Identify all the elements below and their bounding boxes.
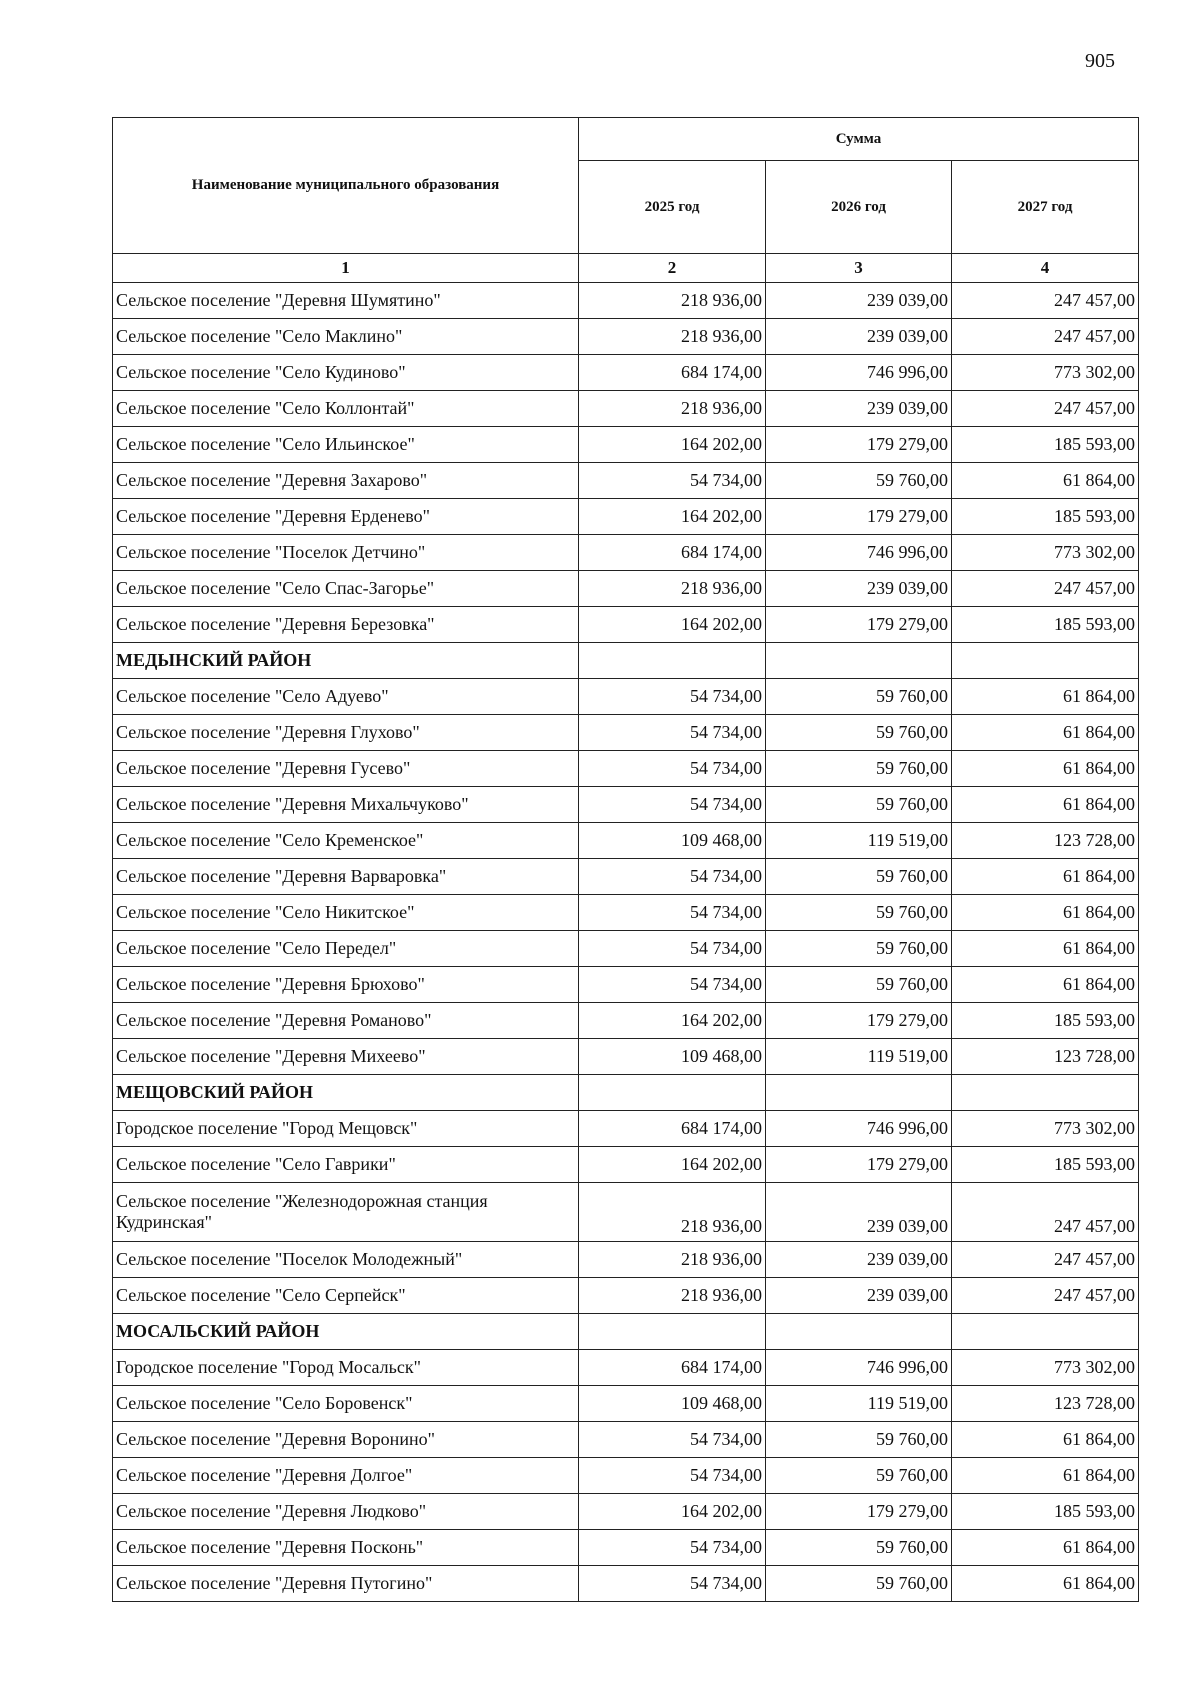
amount-2026: 119 519,00	[766, 1386, 952, 1422]
amount-2027: 773 302,00	[952, 1350, 1139, 1386]
amount-2025: 218 936,00	[579, 571, 766, 607]
amount-2027: 61 864,00	[952, 679, 1139, 715]
amount-2027: 185 593,00	[952, 427, 1139, 463]
amount-2025: 218 936,00	[579, 1242, 766, 1278]
amount-2026	[766, 1314, 952, 1350]
amount-2027: 61 864,00	[952, 1566, 1139, 1602]
amount-2027: 185 593,00	[952, 607, 1139, 643]
amount-2025: 54 734,00	[579, 1566, 766, 1602]
header-sum: Сумма	[579, 118, 1139, 161]
amount-2026: 746 996,00	[766, 1350, 952, 1386]
table-row	[113, 1530, 1139, 1566]
municipality-name: Сельское поселение "Село Передел"	[113, 931, 579, 967]
amount-2026: 239 039,00	[766, 1278, 952, 1314]
amount-2025: 54 734,00	[579, 679, 766, 715]
amount-2025: 54 734,00	[579, 787, 766, 823]
amount-2027: 185 593,00	[952, 1003, 1139, 1039]
amount-2026: 179 279,00	[766, 1147, 952, 1183]
amount-2025: 54 734,00	[579, 859, 766, 895]
district-name: МОСАЛЬСКИЙ РАЙОН	[113, 1314, 579, 1350]
amount-2026: 59 760,00	[766, 1530, 952, 1566]
amount-2025: 54 734,00	[579, 931, 766, 967]
amount-2026: 59 760,00	[766, 931, 952, 967]
amount-2026: 59 760,00	[766, 787, 952, 823]
municipality-name: Сельское поселение "Село Маклино"	[113, 319, 579, 355]
amount-2025: 164 202,00	[579, 1147, 766, 1183]
amount-2027: 61 864,00	[952, 787, 1139, 823]
district-name: МЕЩОВСКИЙ РАЙОН	[113, 1075, 579, 1111]
table-row	[113, 679, 1139, 715]
amount-2025	[579, 1075, 766, 1111]
table-row	[113, 1458, 1139, 1494]
amount-2026: 239 039,00	[766, 571, 952, 607]
municipality-name: Сельское поселение "Село Кудиново"	[113, 355, 579, 391]
amount-2025: 54 734,00	[579, 1458, 766, 1494]
table-row	[113, 823, 1139, 859]
amount-2027	[952, 1075, 1139, 1111]
amount-2027: 123 728,00	[952, 1386, 1139, 1422]
table-row	[113, 715, 1139, 751]
amount-2025: 54 734,00	[579, 751, 766, 787]
column-number-2: 2	[579, 254, 766, 283]
table-row	[113, 1278, 1139, 1314]
amount-2027: 61 864,00	[952, 859, 1139, 895]
amount-2026: 179 279,00	[766, 499, 952, 535]
table-row	[113, 1494, 1139, 1530]
amount-2025: 109 468,00	[579, 823, 766, 859]
amount-2026: 179 279,00	[766, 1494, 952, 1530]
amount-2026: 59 760,00	[766, 679, 952, 715]
amount-2027: 773 302,00	[952, 535, 1139, 571]
amount-2025: 164 202,00	[579, 1494, 766, 1530]
municipality-name: Сельское поселение "Село Адуево"	[113, 679, 579, 715]
amount-2026: 179 279,00	[766, 427, 952, 463]
amount-2025: 54 734,00	[579, 463, 766, 499]
amount-2025: 684 174,00	[579, 1350, 766, 1386]
amount-2027: 247 457,00	[952, 1278, 1139, 1314]
amount-2027: 123 728,00	[952, 1039, 1139, 1075]
municipality-name: Сельское поселение "Деревня Брюхово"	[113, 967, 579, 1003]
amount-2026: 59 760,00	[766, 859, 952, 895]
municipality-name: Сельское поселение "Деревня Шумятино"	[113, 283, 579, 319]
amount-2027: 247 457,00	[952, 391, 1139, 427]
municipality-name: Сельское поселение "Село Серпейск"	[113, 1278, 579, 1314]
municipality-name: Сельское поселение "Деревня Михеево"	[113, 1039, 579, 1075]
amount-2025: 109 468,00	[579, 1039, 766, 1075]
amount-2027: 185 593,00	[952, 499, 1139, 535]
amount-2027: 247 457,00	[952, 571, 1139, 607]
amount-2025: 54 734,00	[579, 1422, 766, 1458]
amount-2026: 59 760,00	[766, 751, 952, 787]
amount-2026: 239 039,00	[766, 319, 952, 355]
municipality-name: Сельское поселение "Деревня Варваровка"	[113, 859, 579, 895]
page-number: 905	[1085, 50, 1115, 72]
header-municipality-name: Наименование муниципального образования	[113, 118, 579, 254]
district-section-row	[113, 1075, 1139, 1111]
amount-2026: 239 039,00	[766, 1183, 952, 1242]
table-row	[113, 1111, 1139, 1147]
amount-2025: 684 174,00	[579, 535, 766, 571]
amount-2025: 684 174,00	[579, 355, 766, 391]
amount-2025	[579, 1314, 766, 1350]
amount-2025: 164 202,00	[579, 607, 766, 643]
amount-2027: 123 728,00	[952, 823, 1139, 859]
amount-2025: 218 936,00	[579, 319, 766, 355]
amount-2025: 164 202,00	[579, 499, 766, 535]
amount-2027	[952, 1314, 1139, 1350]
column-number-3: 3	[766, 254, 952, 283]
district-name: МЕДЫНСКИЙ РАЙОН	[113, 643, 579, 679]
municipality-name: Сельское поселение "Село Гаврики"	[113, 1147, 579, 1183]
amount-2026	[766, 1075, 952, 1111]
municipality-name: Городское поселение "Город Мещовск"	[113, 1111, 579, 1147]
amount-2026: 59 760,00	[766, 1566, 952, 1602]
amount-2026: 239 039,00	[766, 1242, 952, 1278]
table-row	[113, 1039, 1139, 1075]
table-row	[113, 535, 1139, 571]
municipality-name: Сельское поселение "Деревня Михальчуково"	[113, 787, 579, 823]
amount-2026: 59 760,00	[766, 967, 952, 1003]
municipality-name: Сельское поселение "Деревня Березовка"	[113, 607, 579, 643]
table-row	[113, 499, 1139, 535]
municipality-name: Сельское поселение "Село Боровенск"	[113, 1386, 579, 1422]
column-number-1: 1	[113, 254, 579, 283]
amount-2027: 61 864,00	[952, 715, 1139, 751]
table-row	[113, 319, 1139, 355]
table-row	[113, 1350, 1139, 1386]
amount-2025: 164 202,00	[579, 1003, 766, 1039]
amount-2025: 218 936,00	[579, 1183, 766, 1242]
municipality-name: Сельское поселение "Село Никитское"	[113, 895, 579, 931]
amount-2026: 59 760,00	[766, 895, 952, 931]
amount-2027: 61 864,00	[952, 751, 1139, 787]
municipality-name: Сельское поселение "Деревня Гусево"	[113, 751, 579, 787]
amount-2027: 247 457,00	[952, 283, 1139, 319]
amount-2025: 54 734,00	[579, 967, 766, 1003]
municipality-name: Городское поселение "Город Мосальск"	[113, 1350, 579, 1386]
amount-2027: 61 864,00	[952, 1530, 1139, 1566]
municipality-name: Сельское поселение "Деревня Людково"	[113, 1494, 579, 1530]
table-row	[113, 607, 1139, 643]
municipality-name: Сельское поселение "Деревня Путогино"	[113, 1566, 579, 1602]
municipality-name: Сельское поселение "Деревня Глухово"	[113, 715, 579, 751]
amount-2025: 684 174,00	[579, 1111, 766, 1147]
amount-2027: 61 864,00	[952, 463, 1139, 499]
amount-2027: 185 593,00	[952, 1147, 1139, 1183]
municipality-name: Сельское поселение "Деревня Ерденево"	[113, 499, 579, 535]
table-row	[113, 1422, 1139, 1458]
column-number-4: 4	[952, 254, 1139, 283]
amount-2025: 218 936,00	[579, 283, 766, 319]
table-row	[113, 1003, 1139, 1039]
municipality-name: Сельское поселение "Село Коллонтай"	[113, 391, 579, 427]
header-year-2026: 2026 год	[766, 161, 952, 254]
amount-2025: 218 936,00	[579, 391, 766, 427]
amount-2025: 54 734,00	[579, 715, 766, 751]
municipality-name: Сельское поселение "Село Спас-Загорье"	[113, 571, 579, 607]
table-body	[113, 283, 1139, 1602]
amount-2027: 185 593,00	[952, 1494, 1139, 1530]
amount-2027: 773 302,00	[952, 1111, 1139, 1147]
table-row	[113, 1566, 1139, 1602]
amount-2026: 746 996,00	[766, 535, 952, 571]
table-row	[113, 1183, 1139, 1242]
table-row	[113, 355, 1139, 391]
municipality-name: Сельское поселение "Деревня Воронино"	[113, 1422, 579, 1458]
table-row	[113, 1147, 1139, 1183]
amount-2026: 59 760,00	[766, 1422, 952, 1458]
district-section-row	[113, 1314, 1139, 1350]
amount-2026: 746 996,00	[766, 355, 952, 391]
table-row	[113, 859, 1139, 895]
amount-2027: 61 864,00	[952, 967, 1139, 1003]
amount-2026: 59 760,00	[766, 463, 952, 499]
table-row	[113, 283, 1139, 319]
amount-2025: 54 734,00	[579, 895, 766, 931]
amount-2026: 119 519,00	[766, 1039, 952, 1075]
table-row	[113, 1242, 1139, 1278]
header-year-2027: 2027 год	[952, 161, 1139, 254]
amount-2027: 61 864,00	[952, 931, 1139, 967]
table-row	[113, 967, 1139, 1003]
amount-2025: 218 936,00	[579, 1278, 766, 1314]
table-row	[113, 427, 1139, 463]
amount-2026: 239 039,00	[766, 391, 952, 427]
amount-2027: 247 457,00	[952, 1183, 1139, 1242]
header-year-2025: 2025 год	[579, 161, 766, 254]
amount-2027: 247 457,00	[952, 319, 1139, 355]
amount-2026: 59 760,00	[766, 1458, 952, 1494]
table-row	[113, 463, 1139, 499]
amount-2027	[952, 643, 1139, 679]
amount-2027: 61 864,00	[952, 895, 1139, 931]
budget-table	[112, 117, 1139, 1602]
amount-2027: 61 864,00	[952, 1422, 1139, 1458]
table-row	[113, 1386, 1139, 1422]
table-row	[113, 571, 1139, 607]
amount-2026: 59 760,00	[766, 715, 952, 751]
amount-2026: 179 279,00	[766, 1003, 952, 1039]
amount-2027: 773 302,00	[952, 355, 1139, 391]
amount-2026	[766, 643, 952, 679]
municipality-name: Сельское поселение "Поселок Детчино"	[113, 535, 579, 571]
table-row	[113, 895, 1139, 931]
municipality-name: Сельское поселение "Деревня Долгое"	[113, 1458, 579, 1494]
amount-2027: 247 457,00	[952, 1242, 1139, 1278]
municipality-name: Сельское поселение "Поселок Молодежный"	[113, 1242, 579, 1278]
amount-2026: 746 996,00	[766, 1111, 952, 1147]
table-row	[113, 391, 1139, 427]
municipality-name: Сельское поселение "Деревня Романово"	[113, 1003, 579, 1039]
amount-2026: 239 039,00	[766, 283, 952, 319]
amount-2025: 109 468,00	[579, 1386, 766, 1422]
municipality-name: Сельское поселение "Деревня Захарово"	[113, 463, 579, 499]
amount-2027: 61 864,00	[952, 1458, 1139, 1494]
district-section-row	[113, 643, 1139, 679]
table-row	[113, 751, 1139, 787]
table-row	[113, 931, 1139, 967]
municipality-name: Сельское поселение "Железнодорожная станция Кудринская"	[113, 1183, 579, 1242]
municipality-name: Сельское поселение "Деревня Посконь"	[113, 1530, 579, 1566]
amount-2026: 119 519,00	[766, 823, 952, 859]
municipality-name: Сельское поселение "Село Ильинское"	[113, 427, 579, 463]
amount-2025	[579, 643, 766, 679]
amount-2025: 164 202,00	[579, 427, 766, 463]
municipality-name: Сельское поселение "Село Кременское"	[113, 823, 579, 859]
amount-2025: 54 734,00	[579, 1530, 766, 1566]
table-row	[113, 787, 1139, 823]
amount-2026: 179 279,00	[766, 607, 952, 643]
